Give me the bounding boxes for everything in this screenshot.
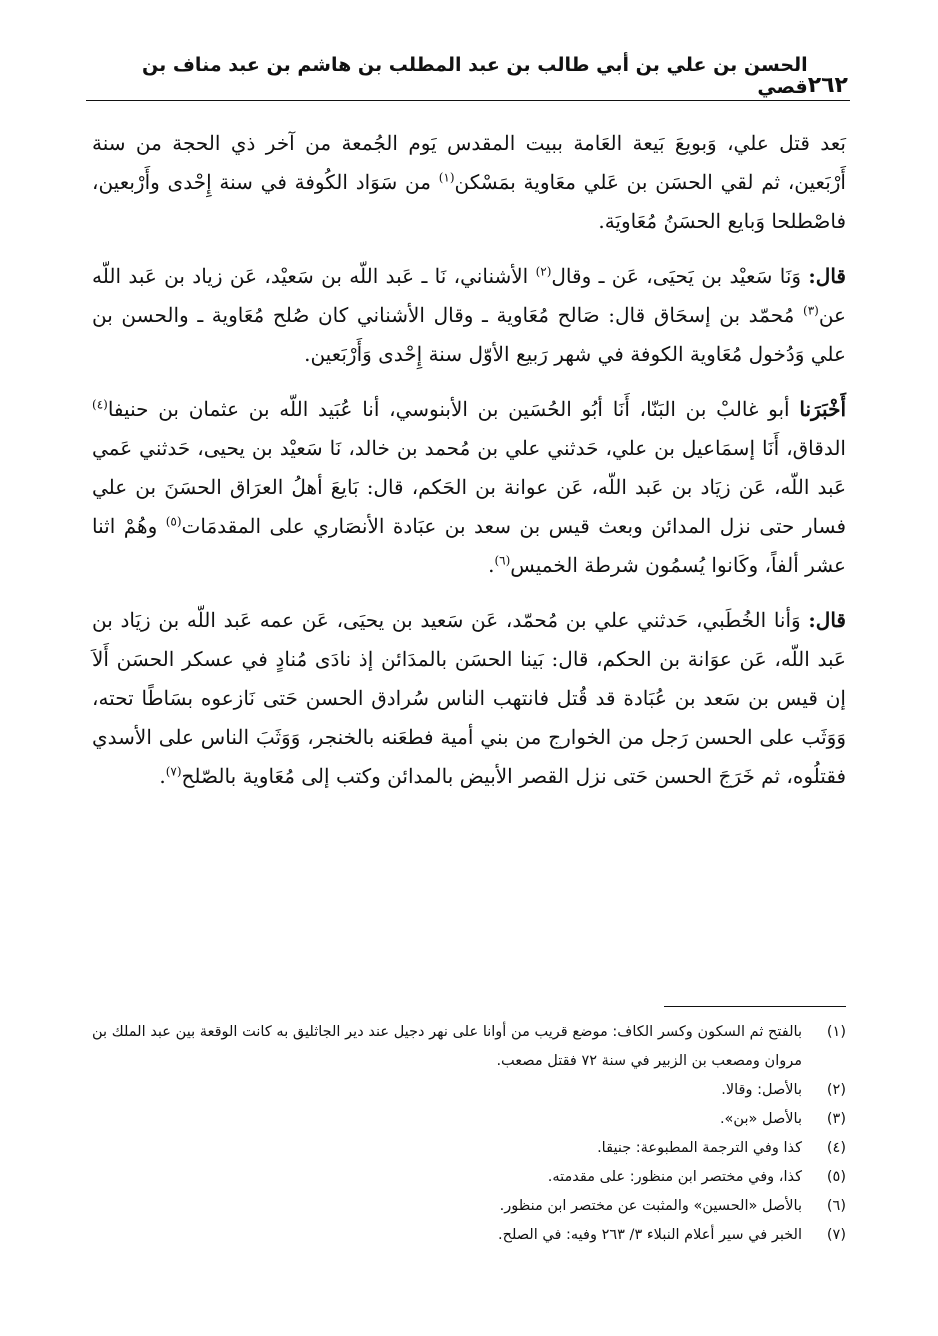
text-run: الدقاق، أَنَا إسمَاعيل بن علي، حَدثني علي بن مُحمد بن خالد، نَا سَعيْد بن يحيى، حَدثني عَمي عَبد اللّه، عَن زيَاد بن عَبد اللّه، عَن عوانة بن الحَكم، قال: بَايعَ أهلُ العرَاق الحسَنَ بن علي فسار حتى نزل المدائن وبعث قيس بن سعد بن عبَادة الأنصَاري على المقدمَات [92, 436, 847, 538]
footnote-marker[interactable]: (٣) [803, 303, 819, 318]
footnote-text: بالأصل «بن». [719, 1111, 802, 1127]
text-run: الأشناني، نَا ـ عَبد اللّه بن سَعيْد، عَن زياد بن عَبد اللّه عن [92, 264, 846, 327]
footnote-item [92, 1105, 846, 1134]
footnote-number: (١) [826, 1024, 846, 1040]
footnote-rule [664, 1006, 846, 1007]
footnote-number: (٥) [826, 1169, 846, 1185]
paragraph [92, 601, 846, 796]
footnote-item [92, 1163, 846, 1192]
paragraph-lead-word: قال: [808, 264, 846, 288]
paragraph-lead-word: أَخْبَرَنا [799, 397, 846, 421]
paragraph [92, 124, 846, 241]
text-run: وَأنا الخُطَبي، حَدثني علي بن مُحمّد، عَن سَعيد بن يحيَى، عَن عمه عَبد اللّه بن زيَاد بن عَبد اللّه، عَن عوَانة بن الحكم، قال: بَينا الحسَن بالمدَائن إذ نادَى مُنادٍ في عسكر الحسَن أَلاَ إن قيس بن سَعد بن عُبَادة قد قُتل فانتهب الناس سُرادق الحسن حَتى نَازعوه بسَاطًا تحته، وَوَثَب على الحسن رَجل من الخوارج من بني أمية فطعَنه بالخنجر، وَوَثَبَ الناس على الأسدي فقتلُوه، ثم خَرَجَ الحسن حَتى نزل القصر الأبيض بالمدائن وكتب إلى مُعَاوية بالصّلح [92, 608, 846, 788]
footnote-marker[interactable]: (٢) [535, 264, 552, 279]
footnote-marker[interactable]: (١) [438, 170, 455, 185]
footnote-item [92, 1076, 846, 1105]
paragraph-lead-word: قال: [808, 608, 846, 632]
header-rule [86, 100, 850, 101]
footnote-text: بالفتح ثم السكون وكسر الكاف: موضع قريب من أوانا على نهر دجيل عند دير الجاثليق به كانت الوقعة بين عبد الملك بن مروان ومصعب بن الزبير في سنة ٧٢ فقتل مصعب. [92, 1024, 802, 1069]
footnote-marker[interactable]: (٧) [165, 764, 182, 779]
footnote-number: (٢) [826, 1082, 846, 1098]
paragraph [92, 257, 846, 374]
footnote-item [92, 1221, 846, 1250]
text-run: بَعد قتل علي، وَبويعَ بَيعة العَامة ببيت المقدس يَوم الجُمعة من آخر ذي الحجة من سنة أَرْبَعين، ثم لقي الحسَن بن عَلي معَاوية بمَسْكن [92, 131, 846, 194]
running-title: الحسن بن علي بن أبي طالب بن عبد المطلب بن هاشم بن عبد مناف بن قصي [142, 54, 808, 98]
text-run: . [159, 764, 166, 788]
paragraph [92, 390, 846, 585]
footnote-marker[interactable]: (٦) [494, 553, 511, 568]
footnote-item [92, 1018, 846, 1076]
footnote-marker[interactable]: (٤) [92, 397, 108, 412]
main-text [92, 124, 846, 808]
footnote-text: كذا، وفي مختصر ابن منظور: على مقدمته. [547, 1169, 802, 1185]
text-run: من سَوَاد الكُوفة في سنة إِحْدى وأَرْبعين، فاصْطلحا وَبايع الحسَنُ مُعَاويَة. [92, 170, 846, 233]
footnotes [92, 1018, 846, 1250]
footnote-number: (٧) [826, 1227, 846, 1243]
footnote-item [92, 1192, 846, 1221]
text-run: مُحمّد بن إسحَاق قال: صَالح مُعَاوية ـ وقال الأشناني كان صُلح مُعَاوية ـ والحسن بن علي وَدُخول مُعَاوية الكوفة في شهر رَبيع الأوّل سنة إِحْدى وَأَرْبَعين. [92, 303, 846, 366]
text-run: أبو غالبْ بن البَنّا، أَنَا أبُو الحُسَين بن الأبنوسي، أنا عُبَيد اللّه بن عثمان بن حنيفا [107, 397, 800, 421]
text-run: . [488, 553, 495, 577]
footnote-number: (٦) [826, 1198, 846, 1214]
footnote-marker[interactable]: (٥) [165, 514, 182, 529]
footnote-number: (٣) [826, 1111, 846, 1127]
footnote-item [92, 1134, 846, 1163]
text-run: وَنَا سَعيْد بن يَحيَى، عَن ـ وقال [551, 264, 809, 288]
footnote-number: (٤) [826, 1140, 846, 1156]
footnote-text: بالأصل «الحسين» والمثبت عن مختصر ابن منظور. [499, 1198, 802, 1214]
page-header [88, 54, 848, 98]
footnote-text: كذا وفي الترجمة المطبوعة: جنيقا. [597, 1140, 802, 1156]
footnote-text: الخبر في سير أعلام النبلاء ٣/ ٢٦٣ وفيه: في الصلح. [497, 1227, 802, 1243]
text-run: وهُمْ اثنا عشر ألفاً، وكَانوا يُسمُون شرطة الخميس [92, 514, 846, 577]
page-number: ٢٦٢ [807, 73, 848, 98]
footnote-text: بالأصل: وقالا. [721, 1082, 802, 1098]
